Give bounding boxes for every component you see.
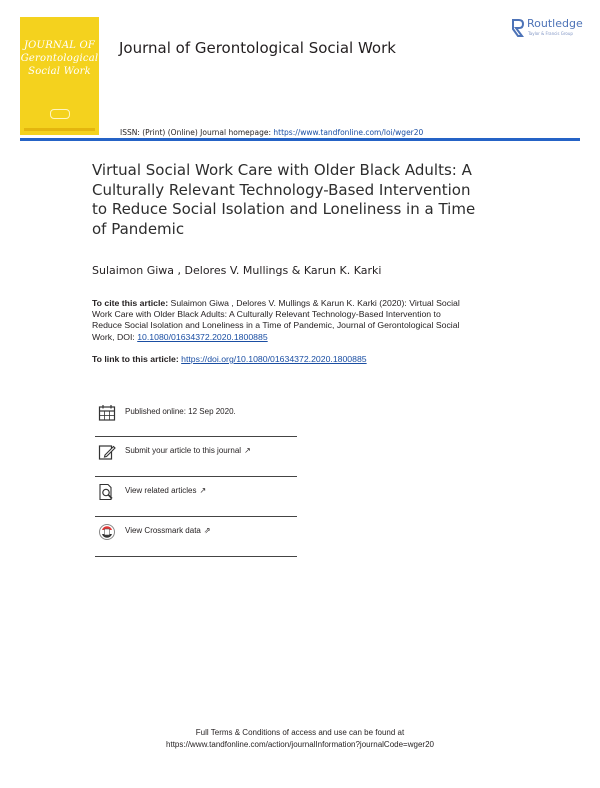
crossmark-icon bbox=[98, 523, 116, 541]
article-title-line: to Reduce Social Isolation and Loneliness in a Time bbox=[92, 200, 476, 218]
citation-label: To cite this article: bbox=[92, 298, 171, 308]
publisher-subtitle: Taylor & Francis Group bbox=[528, 31, 573, 36]
edit-icon bbox=[98, 443, 116, 461]
crossmark-label: View Crossmark data bbox=[125, 526, 201, 535]
related-articles-label: View related articles bbox=[125, 486, 197, 495]
submit-article-link[interactable] bbox=[125, 446, 251, 455]
related-articles-link[interactable] bbox=[125, 486, 206, 495]
citation-line bbox=[92, 332, 532, 343]
article-link-label: To link to this article: bbox=[92, 354, 182, 364]
terms-footer bbox=[0, 727, 600, 750]
article-link-block bbox=[92, 354, 367, 364]
citation-doi-prefix: Work, DOI: bbox=[92, 331, 138, 342]
article-title bbox=[92, 161, 532, 239]
crossmark-row[interactable] bbox=[95, 517, 297, 557]
article-doi-link[interactable]: https://doi.org/10.1080/01634372.2020.1800885 bbox=[181, 354, 367, 364]
citation-doi-link[interactable]: 10.1080/01634372.2020.1800885 bbox=[137, 331, 268, 342]
citation-block bbox=[92, 298, 532, 343]
cover-footer-band bbox=[24, 128, 95, 131]
citation-text: Sulaimon Giwa , Delores V. Mullings & Karun K. Karki (2020): Virtual Social bbox=[170, 298, 460, 308]
calendar-icon bbox=[98, 404, 116, 422]
submit-article-label: Submit your article to this journal bbox=[125, 446, 242, 455]
footer-terms-text: Full Terms & Conditions of access and use can be found at bbox=[195, 728, 405, 737]
published-online-row bbox=[95, 398, 297, 437]
footer-terms-link[interactable]: https://www.tandfonline.com/action/journalInformation?journalCode=wger20 bbox=[166, 739, 434, 749]
issn-label: ISSN: (Print) (Online) Journal homepage: bbox=[120, 128, 274, 137]
publisher-name: Routledge bbox=[527, 17, 583, 30]
cover-emblem bbox=[50, 109, 70, 119]
citation-line bbox=[92, 298, 532, 309]
cover-title-line: Social Work bbox=[28, 66, 91, 77]
external-link-icon: ↗ bbox=[244, 446, 251, 455]
header-divider bbox=[20, 138, 580, 141]
citation-line: Reduce Social Isolation and Loneliness in a Time of Pandemic, Journal of Gerontological Social bbox=[92, 320, 460, 331]
published-online-label: Published online: 12 Sep 2020. bbox=[125, 407, 236, 416]
article-authors: Sulaimon Giwa , Delores V. Mullings & Karun K. Karki bbox=[92, 264, 382, 277]
related-articles-icon bbox=[98, 483, 116, 501]
cover-title-line: JOURNAL OF bbox=[23, 40, 96, 51]
external-link-icon: ⇗ bbox=[203, 526, 211, 535]
related-articles-row[interactable] bbox=[95, 477, 297, 517]
citation-line: Work Care with Older Black Adults: A Culturally Relevant Technology-Based Intervention to bbox=[92, 309, 441, 320]
journal-cover bbox=[20, 17, 99, 135]
journal-name[interactable]: Journal of Gerontological Social Work bbox=[119, 39, 396, 57]
routledge-logo-icon bbox=[510, 18, 524, 38]
article-title-line: of Pandemic bbox=[92, 219, 185, 238]
external-link-icon: ↗ bbox=[199, 486, 207, 495]
article-title-line: Virtual Social Work Care with Older Black Adults: A bbox=[92, 161, 472, 179]
cover-title bbox=[20, 39, 99, 78]
article-title-line: Culturally Relevant Technology-Based Intervention bbox=[92, 180, 471, 199]
crossmark-link[interactable] bbox=[125, 526, 211, 535]
cover-title-line: Gerontological bbox=[20, 53, 99, 64]
article-actions bbox=[95, 398, 297, 557]
publisher-logo bbox=[510, 17, 590, 39]
journal-homepage-link[interactable]: https://www.tandfonline.com/loi/wger20 bbox=[273, 128, 424, 137]
submit-article-row[interactable] bbox=[95, 437, 297, 477]
issn-line bbox=[120, 128, 423, 137]
